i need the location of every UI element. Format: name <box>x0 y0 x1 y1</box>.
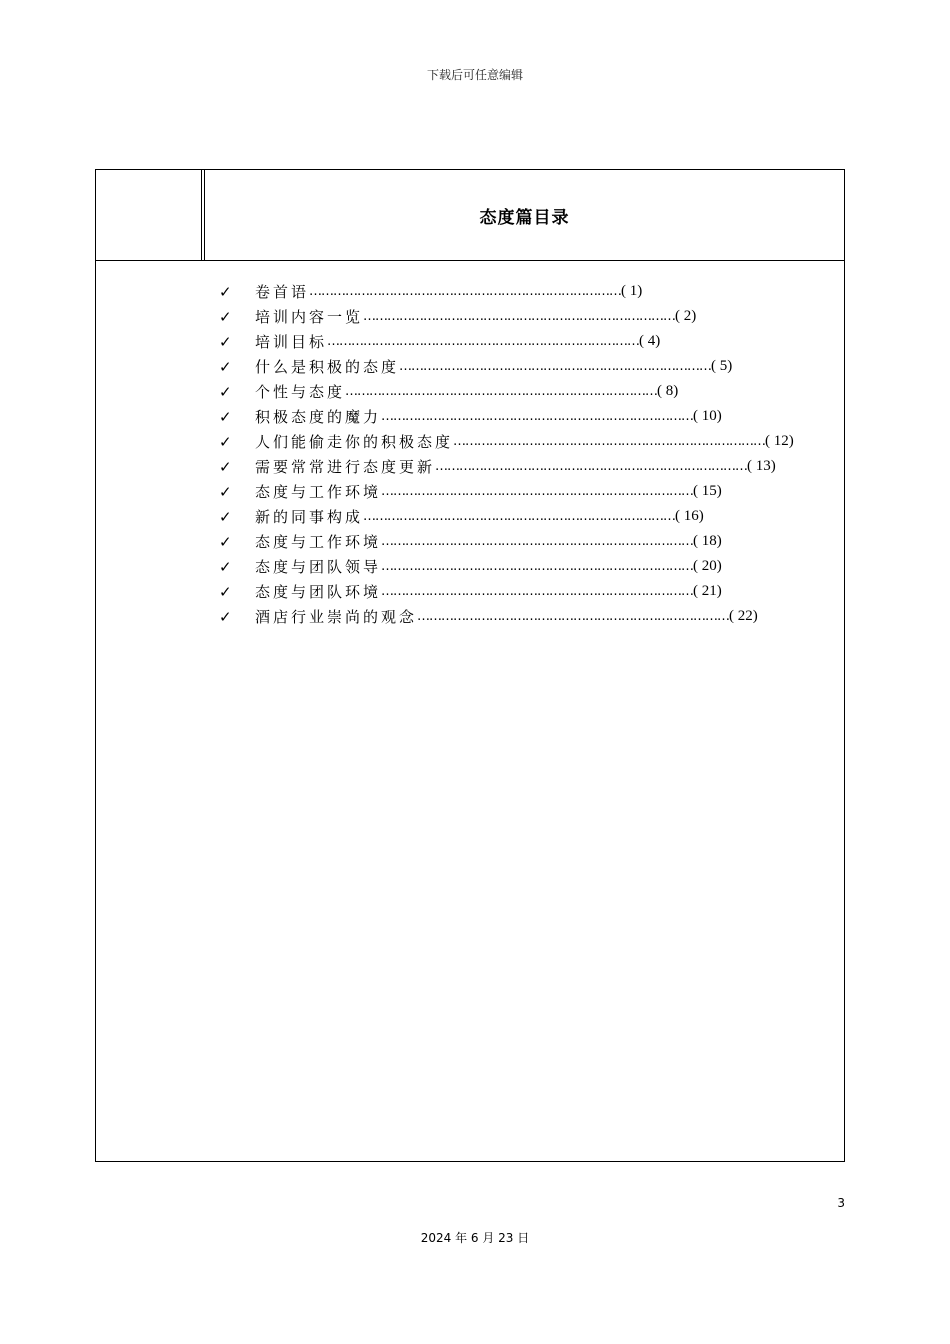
toc-item-page: ( 21) <box>693 583 722 599</box>
toc-item-page: ( 10) <box>693 408 722 424</box>
toc-item <box>219 579 722 604</box>
toc-item-title: 人们能偷走你的积极态度 <box>255 433 454 451</box>
toc-item <box>219 529 722 554</box>
toc-item-title: 态度与工作环境 <box>255 483 382 501</box>
toc-item <box>219 454 776 479</box>
toc-list <box>219 279 794 629</box>
toc-item-title: 什么是积极的态度 <box>255 358 400 376</box>
toc-item-page: ( 20) <box>693 558 722 574</box>
toc-item-title: 态度与团队领导 <box>255 558 382 576</box>
page-title: 态度篇目录 <box>479 208 570 228</box>
toc-item <box>219 554 722 579</box>
toc-item-title: 酒店行业崇尚的观念 <box>255 608 418 626</box>
check-icon: ✓ <box>219 557 232 576</box>
check-icon: ✓ <box>219 357 232 376</box>
toc-item-page: ( 1) <box>621 283 643 299</box>
toc-item-title: 新的同事构成 <box>255 508 364 526</box>
toc-item-title: 态度与工作环境 <box>255 533 382 551</box>
toc-item <box>219 279 643 304</box>
dot-leader: …………………………………………………………………… <box>381 484 694 499</box>
dot-leader: …………………………………………………………………… <box>381 584 694 599</box>
toc-item <box>219 304 697 329</box>
check-icon: ✓ <box>219 382 232 401</box>
toc-item-title: 培训目标 <box>255 333 328 351</box>
dot-leader: …………………………………………………………………… <box>363 309 676 324</box>
toc-item-title: 个性与态度 <box>255 383 346 401</box>
toc-item <box>219 504 704 529</box>
toc-item-page: ( 18) <box>693 533 722 549</box>
toc-item-title: 需要常常进行态度更新 <box>255 458 436 476</box>
check-icon: ✓ <box>219 482 232 501</box>
toc-item <box>219 329 661 354</box>
toc-item-title: 积极态度的魔力 <box>255 408 382 426</box>
page-number: 3 <box>837 1196 845 1210</box>
dot-leader: …………………………………………………………………… <box>381 559 694 574</box>
dot-leader: …………………………………………………………………… <box>417 609 730 624</box>
dot-leader: …………………………………………………………………… <box>453 434 766 449</box>
toc-item-title: 态度与团队环境 <box>255 583 382 601</box>
dot-leader: …………………………………………………………………… <box>327 334 640 349</box>
toc-item-page: ( 4) <box>639 333 661 349</box>
toc-item <box>219 404 722 429</box>
check-icon: ✓ <box>219 507 232 526</box>
check-icon: ✓ <box>219 582 232 601</box>
toc-item-page: ( 8) <box>657 383 679 399</box>
toc-item-title: 卷首语 <box>255 283 310 301</box>
dot-leader: …………………………………………………………………… <box>309 284 622 299</box>
toc-item <box>219 429 794 454</box>
check-icon: ✓ <box>219 282 232 301</box>
check-icon: ✓ <box>219 532 232 551</box>
dot-leader: …………………………………………………………………… <box>345 384 658 399</box>
dot-leader: …………………………………………………………………… <box>381 409 694 424</box>
check-icon: ✓ <box>219 432 232 451</box>
header-note: 下载后可任意编辑 <box>426 68 523 82</box>
check-icon: ✓ <box>219 607 232 626</box>
toc-item-page: ( 22) <box>729 608 758 624</box>
toc-item-page: ( 5) <box>711 358 733 374</box>
toc-item <box>219 379 679 404</box>
dot-leader: …………………………………………………………………… <box>435 459 748 474</box>
toc-item-page: ( 15) <box>693 483 722 499</box>
dot-leader: …………………………………………………………………… <box>363 509 676 524</box>
toc-item-page: ( 2) <box>675 308 697 324</box>
empty-header-cell <box>96 170 205 260</box>
dot-leader: …………………………………………………………………… <box>399 359 712 374</box>
toc-item-page: ( 12) <box>765 433 794 449</box>
toc-item <box>219 604 758 629</box>
toc-table <box>95 169 845 1162</box>
footer-date: 2024 年 6 月 23 日 <box>420 1231 530 1245</box>
dot-leader: …………………………………………………………………… <box>381 534 694 549</box>
check-icon: ✓ <box>219 307 232 326</box>
toc-header-row <box>96 170 844 261</box>
toc-item <box>219 354 733 379</box>
toc-item <box>219 479 722 504</box>
check-icon: ✓ <box>219 407 232 426</box>
check-icon: ✓ <box>219 457 232 476</box>
toc-item-page: ( 16) <box>675 508 704 524</box>
toc-item-page: ( 13) <box>747 458 776 474</box>
toc-item-title: 培训内容一览 <box>255 308 364 326</box>
check-icon: ✓ <box>219 332 232 351</box>
